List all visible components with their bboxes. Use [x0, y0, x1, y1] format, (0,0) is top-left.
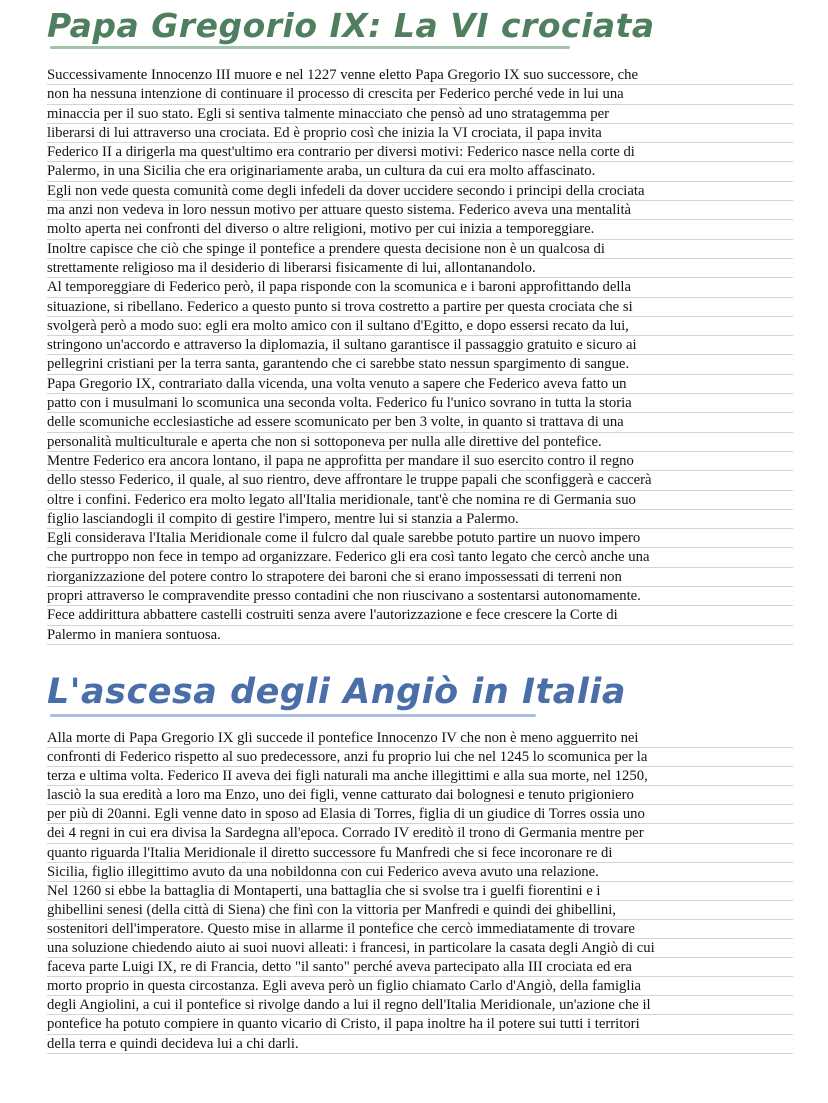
- title-underline: [50, 46, 570, 49]
- section-title-angio: L'ascesa degli Angiò in Italia: [47, 672, 626, 712]
- text-line: terza e ultima volta. Federico II aveva dei figli naturali ma anche illegittimi e alla sua morte, nel 1250,: [47, 767, 793, 786]
- text-line: Al temporeggiare di Federico però, il papa risponde con la scomunica e i baroni approfittando della: [47, 278, 793, 297]
- text-line: Egli non vede questa comunità come degli infedeli da dover uccidere secondo i principi della crociata: [47, 182, 793, 201]
- section-title-gregorio: Papa Gregorio IX: La VI crociata: [47, 6, 655, 45]
- text-line: Egli considerava l'Italia Meridionale come il fulcro dal quale sarebbe potuto partire un nuovo impero: [47, 529, 793, 548]
- text-line: stringono un'accordo e attraverso la diplomazia, il sultano garantisce il passaggio gratuito e sicuro ai: [47, 336, 793, 355]
- text-line: ghibellini senesi (della città di Siena) che finì con la vittoria per Manfredi e quindi dei ghibellini,: [47, 901, 793, 920]
- text-line: oltre i confini. Federico era molto legato all'Italia meridionale, tant'è che nomina re di Germania suo: [47, 491, 793, 510]
- text-line: svolgerà però a modo suo: egli era molto amico con il sultano d'Egitto, e dopo essersi recato da lui,: [47, 317, 793, 336]
- text-line: Nel 1260 si ebbe la battaglia di Montaperti, una battaglia che si svolse tra i guelfi fiorentini e i: [47, 882, 793, 901]
- text-line: morto proprio in questa circostanza. Egli aveva però un figlio chiamato Carlo d'Angiò, della famiglia: [47, 977, 793, 996]
- text-line: strettamente religioso ma il desiderio di liberarsi fisicamente di lui, allontanandolo.: [47, 259, 793, 278]
- text-line: per più di 20anni. Egli venne dato in sposo ad Elasia di Torres, figlia di un giudice di Torres ossia uno: [47, 805, 793, 824]
- title-underline: [50, 714, 536, 717]
- text-line: quanto riguarda l'Italia Meridionale il diretto successore fu Manfredi che si fece incoronare re di: [47, 844, 793, 863]
- text-line: propri attraverso le compravendite presso contadini che non riuscivano a sostentarsi autonomamente.: [47, 587, 793, 606]
- text-line: Mentre Federico era ancora lontano, il papa ne approfitta per mandare il suo esercito contro il regno: [47, 452, 793, 471]
- text-line: non ha nessuna intenzione di continuare il processo di crescita per Federico perché vede in lui una: [47, 85, 793, 104]
- text-line: della terra e quindi decideva lui a chi darli.: [47, 1035, 793, 1054]
- text-line: pellegrini cristiani per la terra santa, garantendo che ci sarebbe stato nessun spargimento di sangue.: [47, 355, 793, 374]
- text-line: Successivamente Innocenzo III muore e nel 1227 venne eletto Papa Gregorio IX suo successore, che: [47, 66, 793, 85]
- text-line: patto con i musulmani lo scomunica una seconda volta. Federico fu l'unico sovrano in tutta la storia: [47, 394, 793, 413]
- text-line: ma anzi non vedeva in loro nessun motivo per attuare questo sistema. Federico aveva una mentalità: [47, 201, 793, 220]
- text-line: dei 4 regni in cui era divisa la Sardegna all'epoca. Corrado IV ereditò il trono di Germania mentre per: [47, 824, 793, 843]
- text-line: lasciò la sua eredità a loro ma Enzo, uno dei figli, venne catturato dai bolognesi e tenuto prigioniero: [47, 786, 793, 805]
- text-line: che purtroppo non fece in tempo ad organizzare. Federico gli era così tanto legato che cercò anche una: [47, 548, 793, 567]
- text-line: liberarsi di lui attraverso una crociata. Ed è proprio così che inizia la VI crociata, il papa invita: [47, 124, 793, 143]
- text-line: degli Angiolini, a cui il pontefice si rivolge dando a lui il regno dell'Italia Meridionale, un'azione che il: [47, 996, 793, 1015]
- section-body-gregorio: [47, 66, 793, 645]
- text-line: Federico II a dirigerla ma quest'ultimo era contrario per diversi motivi: Federico nasce nella corte di: [47, 143, 793, 162]
- section-body-angio: [47, 729, 793, 1054]
- text-line: Palermo in maniera sontuosa.: [47, 626, 793, 645]
- text-line: Fece addirittura abbattere castelli costruiti senza avere l'autorizzazione e fece crescere la Corte di: [47, 606, 793, 625]
- text-line: delle scomuniche ecclesiastiche ad essere scomunicato per ben 3 volte, in quanto si trattava di una: [47, 413, 793, 432]
- text-line: sostenitori dell'imperatore. Questo mise in allarme il pontefice che cercò immediatamente di trovare: [47, 920, 793, 939]
- text-line: Sicilia, figlio illegittimo avuto da una nobildonna con cui Federico aveva avuto una relazione.: [47, 863, 793, 882]
- text-line: faceva parte Luigi IX, re di Francia, detto "il santo" perché aveva partecipato alla III crociata ed era: [47, 958, 793, 977]
- text-line: una soluzione chiedendo aiuto ai suoi nuovi alleati: i francesi, in particolare la casata degli Angiò di cui: [47, 939, 793, 958]
- text-line: pontefice ha potuto compiere in quanto vicario di Cristo, il papa inoltre ha il potere sui tutti i territori: [47, 1015, 793, 1034]
- text-line: confronti di Federico rispetto al suo predecessore, anzi fu proprio lui che nel 1245 lo scomunica per la: [47, 748, 793, 767]
- text-line: Palermo, in una Sicilia che era originariamente araba, un cultura da cui era molto affascinato.: [47, 162, 793, 181]
- text-line: Inoltre capisce che ciò che spinge il pontefice a prendere questa decisione non è un qualcosa di: [47, 240, 793, 259]
- text-line: riorganizzazione del potere contro lo strapotere dei baroni che si erano impossessati di terreni non: [47, 568, 793, 587]
- text-line: minaccia per il suo stato. Egli si sentiva talmente minacciato che pensò ad uno stratagemma per: [47, 105, 793, 124]
- text-line: dello stesso Federico, il quale, al suo rientro, deve affrontare le truppe papali che sconfiggerà e caccerà: [47, 471, 793, 490]
- text-line: figlio lasciandogli il compito di gestire l'impero, mentre lui si stanzia a Palermo.: [47, 510, 793, 529]
- text-line: Papa Gregorio IX, contrariato dalla vicenda, una volta venuto a sapere che Federico aveva fatto un: [47, 375, 793, 394]
- text-line: molto aperta nei confronti del diverso o altre religioni, motivo per cui inizia a temporeggiare.: [47, 220, 793, 239]
- text-line: Alla morte di Papa Gregorio IX gli succede il pontefice Innocenzo IV che non è meno agguerrito nei: [47, 729, 793, 748]
- text-line: situazione, si ribellano. Federico a questo punto si trova costretto a partire per questa crociata che si: [47, 298, 793, 317]
- text-line: personalità multiculturale e aperta che non si sottoponeva per nulla alle direttive del pontefice.: [47, 433, 793, 452]
